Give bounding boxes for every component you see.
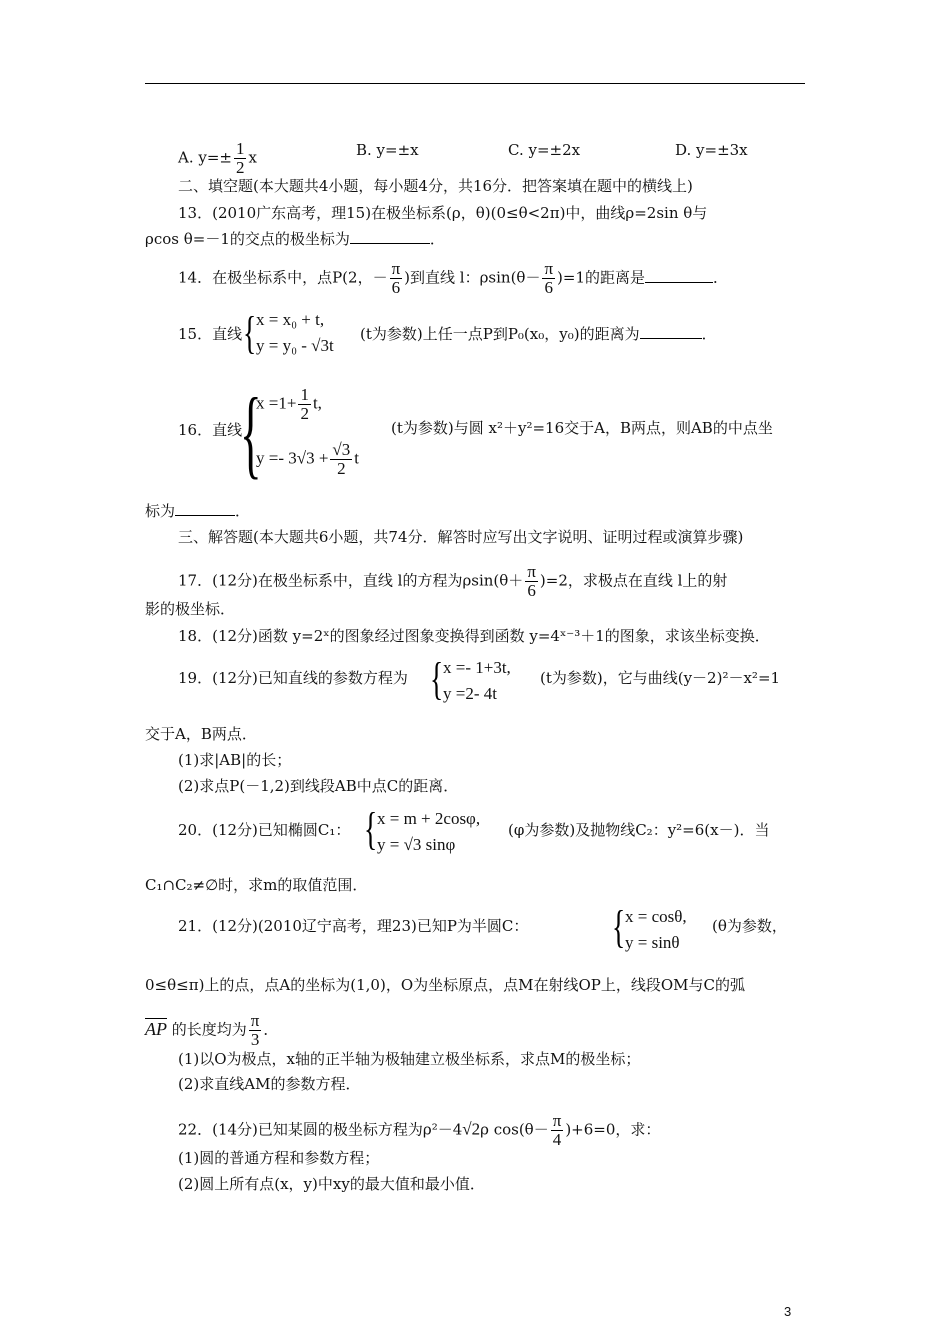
option-a: A. y=± $\frac{1}{2}$ x	[178, 139, 257, 177]
q21-sub2: (2)求直线AM的参数方程．	[178, 1075, 361, 1093]
q17-line2: 影的极坐标．	[145, 600, 236, 618]
q20-line2: C₁∩C₂≠∅时，求m的取值范围．	[145, 876, 368, 894]
q19-brace: {	[430, 653, 444, 704]
q13-line2: ρcos θ=－1的交点的极坐标为 ．	[145, 230, 445, 248]
q18: 18．(12分)函数 y=2ˣ的图象经过图象变换得到函数 y=4ˣ⁻³＋1的图象，求该坐标变换．	[178, 627, 770, 645]
header-rule	[145, 83, 805, 84]
q20-brace: {	[364, 803, 378, 854]
q21-line3: AP 的长度均为 $\frac{\pi}{3}$ ．	[145, 1011, 279, 1049]
q19-post: (t为参数)，它与曲线(y－2)²－x²=1	[540, 669, 781, 687]
q20-post: (φ为参数)及抛物线C₂：y²=6(x－)．当	[508, 821, 770, 839]
q13-line1: 13．(2010广东高考，理15)在极坐标系(ρ，θ)(0≤θ<2π)中，曲线ρ=2sin θ与	[178, 204, 708, 222]
q21-post: (θ为参数，	[712, 917, 787, 935]
section2-header: 二、填空题(本大题共4小题，每小题4分，共16分．把答案填在题中的横线上)	[178, 177, 693, 195]
q19-pre: 19．(12分)已知直线的参数方程为	[178, 669, 408, 687]
section3-header: 三、解答题(本大题共6小题，共74分．解答时应写出文字说明、证明过程或演算步骤)	[178, 528, 744, 546]
q17-line1: 17．(12分)在极坐标系中，直线 l的方程为ρsin(θ＋ $\frac{\pi}{6}$ )=2，求极点在直线 l上的射	[178, 562, 728, 600]
q20-pre: 20．(12分)已知椭圆C₁：	[178, 821, 351, 839]
q16-text: (t为参数)与圆 x²＋y²=16交于A，B两点，则AB的中点坐	[391, 419, 773, 437]
q19-sub1: (1)求|AB|的长；	[178, 751, 292, 769]
q22-sub2: (2)圆上所有点(x，y)中xy的最大值和最小值．	[178, 1175, 485, 1193]
q16-line2: 标为 ．	[145, 502, 251, 520]
q21-sub1: (1)以O为极点，x轴的正半轴为极轴建立极坐标系，求点M的极坐标；	[178, 1050, 641, 1068]
q22-line1: 22．(14分)已知某圆的极坐标方程为ρ²－4√2ρ cos(θ－ $\frac{\pi}{4}$ )+6=0，求：	[178, 1111, 661, 1149]
option-c: C. y=±2x	[508, 141, 581, 159]
q15-label: 15．直线	[178, 325, 243, 343]
q21-brace: {	[612, 901, 626, 952]
q19-line2: 交于A，B两点．	[145, 725, 257, 743]
option-b: B. y=±x	[356, 141, 419, 159]
option-d: D. y=±3x	[675, 141, 748, 159]
page-number: 3	[784, 1304, 792, 1319]
q16-brace: {	[240, 377, 262, 488]
q15-brace: {	[243, 307, 257, 358]
q21-line2: 0≤θ≤π)上的点，点A的坐标为(1,0)，O为坐标原点，点M在射线OP上，线段OM与C的弧	[145, 976, 745, 994]
q16-eq2: y =- 3√3 + $\frac{√3}{2}$ t	[256, 440, 359, 478]
q21-system: x = cosθ, y = sinθ	[625, 907, 687, 952]
q16-label: 16．直线	[178, 421, 243, 439]
q22-sub1: (1)圆的普通方程和参数方程；	[178, 1149, 380, 1167]
q21-pre: 21．(12分)(2010辽宁高考，理23)已知P为半圆C：	[178, 917, 529, 935]
q15-system: x = x₀ + t, y = y₀ - √3t	[256, 310, 334, 355]
q14: 14．在极坐标系中，点P(2，－ $\frac{\pi}{6}$ )到直线 l：ρsin(θ－ $\frac{\pi}{6}$ )=1的距离是 ．	[178, 259, 729, 297]
q16-eq1: x =1+ $\frac{1}{2}$ t,	[256, 385, 322, 423]
q19-system: x =- 1+3t, y =2- 4t	[443, 658, 511, 703]
q20-system: x = m + 2cosφ, y = √3 sinφ	[377, 809, 481, 854]
q19-sub2: (2)求点P(－1,2)到线段AB中点C的距离．	[178, 777, 459, 795]
q15-text: (t为参数)上任一点P到P₀(x₀，y₀)的距离为 ．	[360, 325, 717, 343]
